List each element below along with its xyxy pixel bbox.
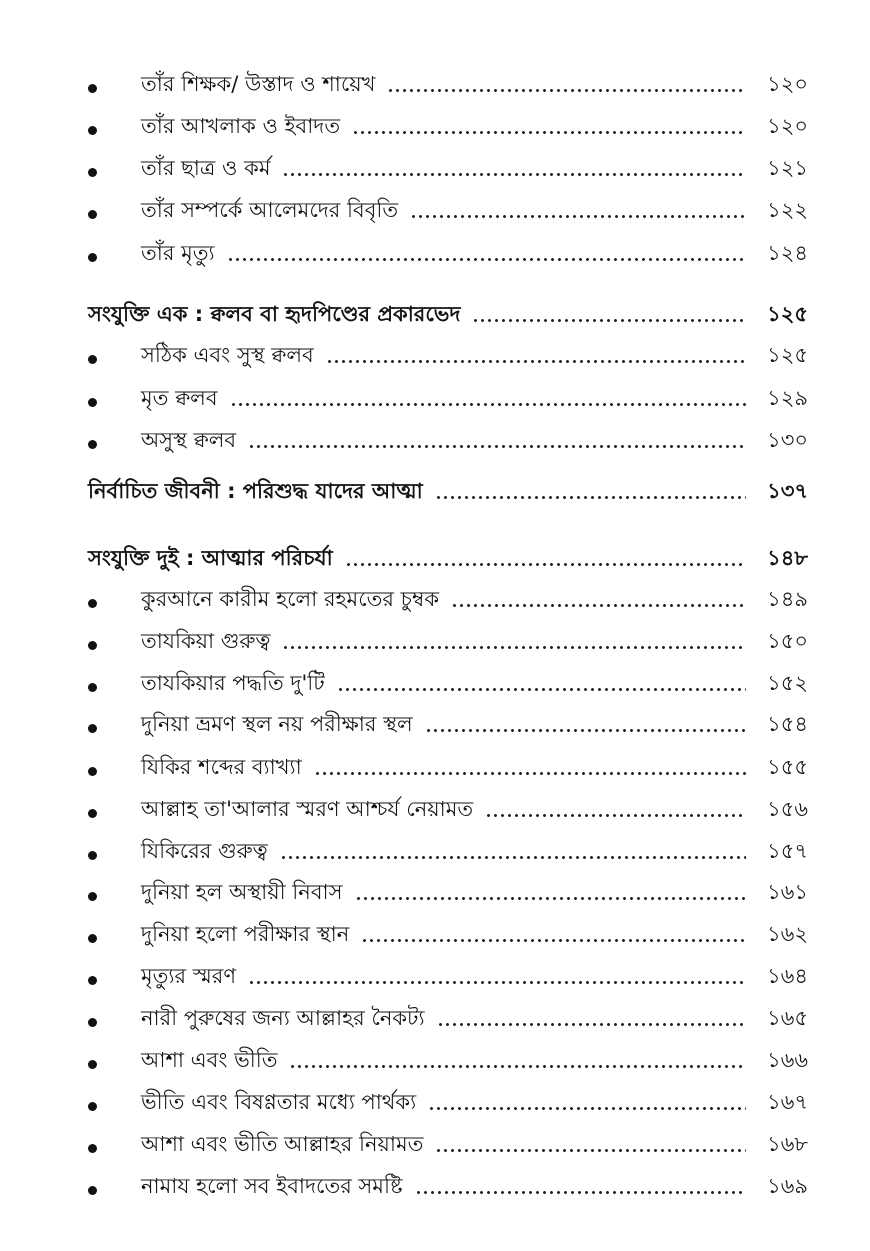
toc-entry-title: সংযুক্তি এক : ক্বলব বা হৃদপিণ্ডের প্রকারভেদ xyxy=(88,302,461,326)
bullet-icon xyxy=(88,934,97,943)
bullet-icon xyxy=(88,892,97,901)
toc-page-number: ১৫৭ xyxy=(767,839,808,863)
toc-item-row xyxy=(0,58,870,98)
toc-page-number: ১৫২ xyxy=(767,671,808,695)
toc-entry-title: সংযুক্তি দুই : আত্মার পরিচর্যা xyxy=(88,546,333,570)
toc-item-row xyxy=(0,950,870,990)
dot-leader xyxy=(248,445,746,448)
dot-leader xyxy=(282,646,746,649)
toc-page-number: ১৬১ xyxy=(767,880,808,904)
toc-page-number: ১২৫ xyxy=(767,343,808,367)
bullet-icon xyxy=(88,599,97,608)
dot-leader xyxy=(345,563,746,566)
bullet-icon xyxy=(88,683,97,692)
toc-page-number: ১৬৫ xyxy=(767,1006,808,1030)
bullet-icon xyxy=(88,440,97,449)
toc-item-row xyxy=(0,992,870,1032)
toc-item-row xyxy=(0,657,870,697)
toc-item-row xyxy=(0,184,870,224)
toc-item-row xyxy=(0,783,870,823)
toc-entry-title: তাঁর মৃত্যু xyxy=(141,241,215,265)
toc-item-row xyxy=(0,100,870,140)
toc-entry-title: তাঁর ছাত্র ও কর্ম xyxy=(141,156,271,180)
dot-leader xyxy=(472,319,746,322)
toc-page-number: ১৬২ xyxy=(767,922,808,946)
toc-item-row xyxy=(0,1160,870,1200)
bullet-icon xyxy=(88,641,97,650)
toc-entry-title: দুনিয়া ভ্রমণ স্থল নয় পরীক্ষার স্থল xyxy=(141,712,413,736)
bullet-icon xyxy=(88,1060,97,1069)
bullet-icon xyxy=(88,168,97,177)
dot-leader xyxy=(361,939,746,942)
toc-item-row xyxy=(0,1034,870,1074)
toc-page-number: ১২০ xyxy=(767,72,808,96)
toc-entry-title: তাঁর সম্পর্কে আলেমদের বিবৃতি xyxy=(141,198,399,222)
toc-item-row xyxy=(0,573,870,613)
toc-item-row xyxy=(0,227,870,267)
toc-entry-title: যিকিরের গুরুত্ব xyxy=(141,839,268,863)
dot-leader xyxy=(355,897,747,900)
toc-entry-title: দুনিয়া হলো পরীক্ষার স্থান xyxy=(141,922,350,946)
dot-leader xyxy=(425,729,746,732)
toc-section-row xyxy=(0,532,870,572)
toc-entry-title: নামায হলো সব ইবাদতের সমষ্টি xyxy=(141,1174,403,1198)
toc-item-row xyxy=(0,372,870,412)
dot-leader xyxy=(248,981,746,984)
dot-leader xyxy=(428,1107,746,1110)
bullet-icon xyxy=(88,355,97,364)
toc-item-row xyxy=(0,142,870,182)
toc-page-number: ১৬৯ xyxy=(767,1174,808,1198)
toc-page-number: ১২৫ xyxy=(767,302,808,326)
bullet-icon xyxy=(88,210,97,219)
dot-leader xyxy=(326,360,746,363)
dot-leader xyxy=(282,173,746,176)
dot-leader xyxy=(387,89,746,92)
bullet-icon xyxy=(88,253,97,262)
toc-item-row xyxy=(0,741,870,781)
dot-leader xyxy=(314,772,746,775)
toc-page-number: ১৫৫ xyxy=(767,755,808,779)
toc-entry-title: আল্লাহ তা'আলার স্মরণ আশ্চর্য নেয়ামত xyxy=(141,797,474,821)
bullet-icon xyxy=(88,724,97,733)
toc-item-row xyxy=(0,329,870,369)
dot-leader xyxy=(435,496,746,499)
toc-entry-title: নির্বাচিত জীবনী : পরিশুদ্ধ যাদের আত্মা xyxy=(88,479,423,503)
toc-page-number: ১৫৪ xyxy=(767,712,808,736)
toc-item-row xyxy=(0,1076,870,1116)
dot-leader xyxy=(230,403,746,406)
toc-page-number: ১৩৭ xyxy=(767,479,808,503)
toc-item-row xyxy=(0,414,870,454)
toc-item-row xyxy=(0,825,870,865)
dot-leader xyxy=(451,604,746,607)
toc-entry-title: যিকির শব্দের ব্যাখ্যা xyxy=(141,755,302,779)
dot-leader xyxy=(337,688,746,691)
toc-entry-title: আশা এবং ভীতি xyxy=(141,1048,278,1072)
toc-page-number: ১৫৬ xyxy=(767,797,808,821)
toc-page-number: ১৬৮ xyxy=(767,1132,808,1156)
bullet-icon xyxy=(88,398,97,407)
toc-page-number: ১৫০ xyxy=(767,629,808,653)
dot-leader xyxy=(410,215,746,218)
bullet-icon xyxy=(88,1144,97,1153)
toc-page-number: ১৪৯ xyxy=(767,587,808,611)
toc-item-row xyxy=(0,908,870,948)
bullet-icon xyxy=(88,1018,97,1027)
toc-entry-title: তাঁর আখলাক ও ইবাদত xyxy=(141,114,341,138)
dot-leader xyxy=(415,1191,746,1194)
toc-page-number: ১৪৮ xyxy=(767,546,808,570)
toc-page-number: ১৬৪ xyxy=(767,964,808,988)
dot-leader xyxy=(289,1065,746,1068)
toc-entry-title: তাযকিয়া গুরুত্ব xyxy=(141,629,271,653)
bullet-icon xyxy=(88,1102,97,1111)
toc-item-row xyxy=(0,698,870,738)
bullet-icon xyxy=(88,851,97,860)
dot-leader xyxy=(485,814,746,817)
bullet-icon xyxy=(88,767,97,776)
toc-entry-title: মৃত ক্বলব xyxy=(141,386,218,410)
dot-leader xyxy=(437,1023,746,1026)
toc-section-row xyxy=(0,465,870,505)
toc-entry-title: তাঁর শিক্ষক/ উস্তাদ ও শায়েখ xyxy=(141,72,376,96)
toc-entry-title: দুনিয়া হল অস্থায়ী নিবাস xyxy=(141,880,343,904)
dot-leader xyxy=(280,856,746,859)
toc-entry-title: আশা এবং ভীতি আল্লাহর নিয়ামত xyxy=(141,1132,424,1156)
dot-leader xyxy=(352,131,746,134)
bullet-icon xyxy=(88,84,97,93)
toc-page-number: ১২৯ xyxy=(767,386,808,410)
toc-page-number: ১২১ xyxy=(767,156,808,180)
toc-entry-title: অসুস্থ ক্বলব xyxy=(141,428,237,452)
toc-item-row xyxy=(0,615,870,655)
toc-item-row xyxy=(0,1118,870,1158)
toc-item-row xyxy=(0,866,870,906)
bullet-icon xyxy=(88,809,97,818)
toc-entry-title: নারী পুরুষের জন্য আল্লাহর নৈকট্য xyxy=(141,1006,425,1030)
bullet-icon xyxy=(88,976,97,985)
toc-entry-title: ভীতি এবং বিষণ্ণতার মধ্যে পার্থক্য xyxy=(141,1090,417,1114)
toc-entry-title: মৃত্যুর স্মরণ xyxy=(141,964,237,988)
dot-leader xyxy=(227,258,746,261)
toc-page-number: ১৬৬ xyxy=(767,1048,808,1072)
toc-entry-title: কুরআনে কারীম হলো রহমতের চুম্বক xyxy=(141,587,440,611)
toc-page-number: ১২৪ xyxy=(767,241,808,265)
toc-page-number: ১২০ xyxy=(767,114,808,138)
bullet-icon xyxy=(88,126,97,135)
dot-leader xyxy=(435,1149,746,1152)
toc-page-number: ১২২ xyxy=(767,198,808,222)
toc-entry-title: তাযকিয়ার পদ্ধতি দু'টি xyxy=(141,671,325,695)
toc-section-row xyxy=(0,288,870,328)
toc-page-number: ১৩০ xyxy=(767,428,808,452)
toc-page-number: ১৬৭ xyxy=(767,1090,808,1114)
bullet-icon xyxy=(88,1186,97,1195)
toc-entry-title: সঠিক এবং সুস্থ ক্বলব xyxy=(141,343,314,367)
